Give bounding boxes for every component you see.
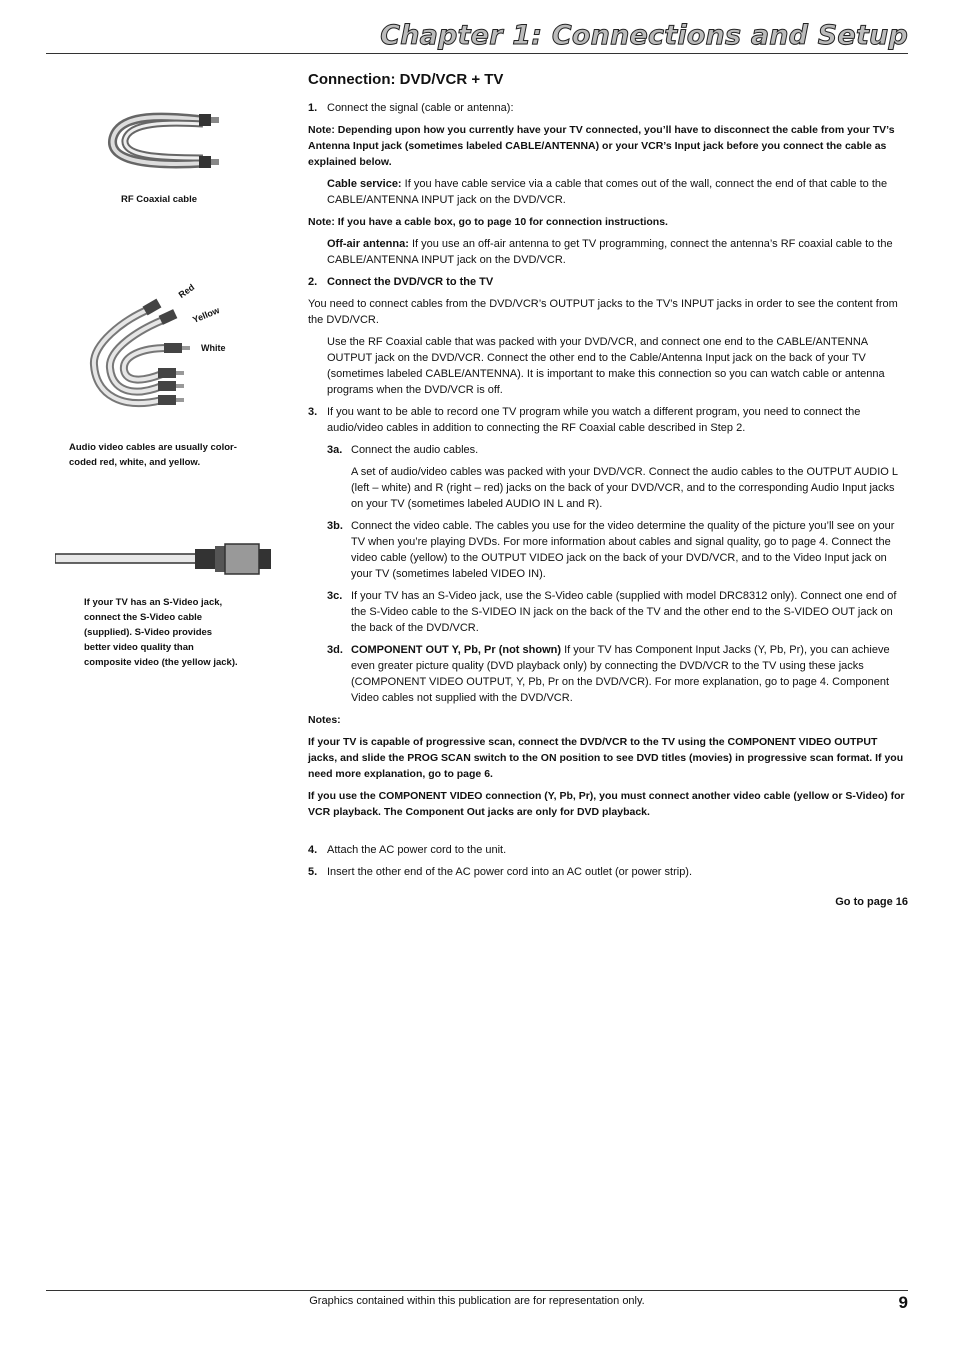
av-cables-caption (69, 440, 237, 470)
substep-number: 3a. (327, 444, 343, 456)
note-progressive-scan: If your TV is capable of progressive scan, connect the DVD/VCR to the TV using the COMPONENT VIDEO OUTPUT jacks, and slide the PROG SCAN switch to the ON position to see DVD titles (movies) in progressive scan format. If you need more explanation, go to page 6. (308, 736, 904, 780)
step-number: 3. (308, 406, 318, 418)
s-video-caption (84, 595, 238, 670)
note-component-video: If you use the COMPONENT VIDEO connection (Y, Pb, Pr), you must connect another video cable (yellow or S-Video) for VCR playback. The Component Out jacks are only for DVD playback. (308, 790, 905, 818)
step-3d (308, 642, 908, 706)
substep-number: 3d. (327, 644, 343, 656)
step-2 (308, 274, 908, 290)
av-caption-line-1: Audio video cables are usually color- (69, 442, 237, 453)
chapter-title: Chapter 1: Connections and Setup (380, 20, 908, 51)
s-video-caption-line-5: composite video (the yellow jack). (84, 657, 238, 668)
off-air-text: If you use an off-air antenna to get TV programming, connect the antenna’s RF coaxial cable to the CABLE/ANTENNA INPUT jack on the DVD/VCR. (327, 238, 893, 266)
footer-rule (46, 1290, 908, 1291)
section-title: Connection: DVD/VCR + TV (308, 71, 504, 88)
step-3a (308, 442, 908, 458)
off-air-label: Off-air antenna: (327, 238, 409, 250)
page-number: 9 (898, 1293, 908, 1312)
step-number: 2. (308, 276, 318, 288)
step-3c (308, 588, 908, 636)
s-video-caption-line-3: (supplied). S-Video provides (84, 627, 213, 638)
substep-text: If your TV has an S-Video jack, use the S-Video cable (supplied with model DRC8312 only). Connect one end of the S-Video cable to the S-VIDEO IN jack on the back of the TV and the other end to the S-VIDEO OUT jack on the back of the DVD/VCR. (351, 590, 897, 634)
step-text: Insert the other end of the AC power cord into an AC outlet (or power strip). (327, 866, 693, 878)
step-5 (308, 864, 908, 880)
step-text: Connect the DVD/VCR to the TV (327, 276, 494, 288)
cable-service-label: Cable service: (327, 178, 402, 190)
go-to-page-link: Go to page 16 (835, 896, 908, 908)
step-4 (308, 842, 908, 858)
rf-cable-caption: RF Coaxial cable (121, 194, 198, 205)
step-3b (308, 518, 908, 582)
step-text: Connect the signal (cable or antenna): (327, 102, 514, 114)
step-2-paragraph-2: Use the RF Coaxial cable that was packed with your DVD/VCR, and connect one end to the CABLE/ANTENNA OUTPUT jack on the DVD/VCR. Connect the other end to the Cable/Antenna Input jack on the back of your TV (sometimes labeled CABLE/ANTENNA). It is important to make this connection so you can watch cable or antenna programs when the DVD/VCR is off. (327, 336, 885, 396)
note-disconnect-cable: Note: Depending upon how you currently have your TV connected, you’ll have to disconnect the cable from your TV’s Antenna Input jack (sometimes labeled CABLE/ANTENNA) or your VCR’s Input jack before you connect the cable as explained below. (308, 124, 895, 168)
off-air-antenna-paragraph (308, 236, 908, 268)
main-content (308, 70, 908, 910)
header-rule (46, 53, 908, 54)
note-cable-box: Note: If you have a cable box, go to page 10 for connection instructions. (308, 216, 668, 228)
step-number: 5. (308, 866, 318, 878)
substep-text (351, 642, 908, 706)
step-number: 1. (308, 102, 318, 114)
rf-coaxial-cable-illustration (95, 108, 225, 178)
substep-text: Connect the audio cables. (351, 444, 479, 456)
step-text: Attach the AC power cord to the unit. (327, 844, 507, 856)
cable-service-text: If you have cable service via a cable that comes out of the wall, connect the end of that cable to the CABLE/ANTENNA INPUT jack on the DVD/VCR. (327, 178, 888, 206)
s-video-cable-illustration (55, 542, 285, 578)
substep-number: 3c. (327, 590, 343, 602)
cable-service-paragraph (308, 176, 908, 208)
notes-heading: Notes: (308, 714, 341, 726)
av-cables-illustration (82, 290, 212, 430)
av-caption-line-2: coded red, white, and yellow. (69, 457, 201, 468)
substep-text: Connect the video cable. The cables you use for the video determine the quality of the picture you’ll see on your TV when you’re playing DVDs. For more information about cables and signal quality, go to page 4. Connect the video cable (yellow) to the OUTPUT VIDEO jack on the back of your DVD/VCR, and to the Video Input jack on your TV (sometimes labeled VIDEO IN). (351, 520, 895, 580)
av-label-red: Red (176, 282, 197, 300)
footer-note: Graphics contained within this publication are for representation only. (309, 1295, 645, 1307)
s-video-caption-line-2: connect the S-Video cable (84, 612, 203, 623)
step-text: If you want to be able to record one TV program while you watch a different program, you need to connect the audio/video cables in addition to connecting the RF Coaxial cable described in Step 2. (327, 406, 861, 434)
step-3a-paragraph: A set of audio/video cables was packed with your DVD/VCR. Connect the audio cables to the OUTPUT AUDIO L (left – white) and R (right – red) jacks on the back of your DVD/VCR, and to the corresponding Audio Input jacks on your TV (sometimes labeled AUDIO IN L and R). (351, 466, 898, 510)
component-out-label: COMPONENT OUT Y, Pb, Pr (not shown) (351, 644, 562, 656)
step-3 (308, 404, 908, 436)
step-number: 4. (308, 844, 318, 856)
component-out-text: If your TV has Component Input Jacks (Y, Pb, Pr), you can achieve even greater picture quality (DVD playback only) by connecting the DVD/VCR to the TV using these jacks (COMPONENT VIDEO OUTPUT, Y, Pb, Pr on the DVD/VCR). For more explanation, go to page 4. Component Video cables not supplied with the DVD/VCR. (351, 644, 890, 704)
step-2-paragraph-1: You need to connect cables from the DVD/VCR’s OUTPUT jacks to the TV’s INPUT jacks in order to see the content from the DVD/VCR. (308, 298, 898, 326)
s-video-caption-line-4: better video quality than (84, 642, 194, 653)
av-label-white: White (201, 343, 226, 353)
av-label-yellow: Yellow (191, 305, 221, 325)
step-1 (308, 100, 908, 116)
s-video-caption-line-1: If your TV has an S-Video jack, (84, 597, 223, 608)
substep-number: 3b. (327, 520, 343, 532)
